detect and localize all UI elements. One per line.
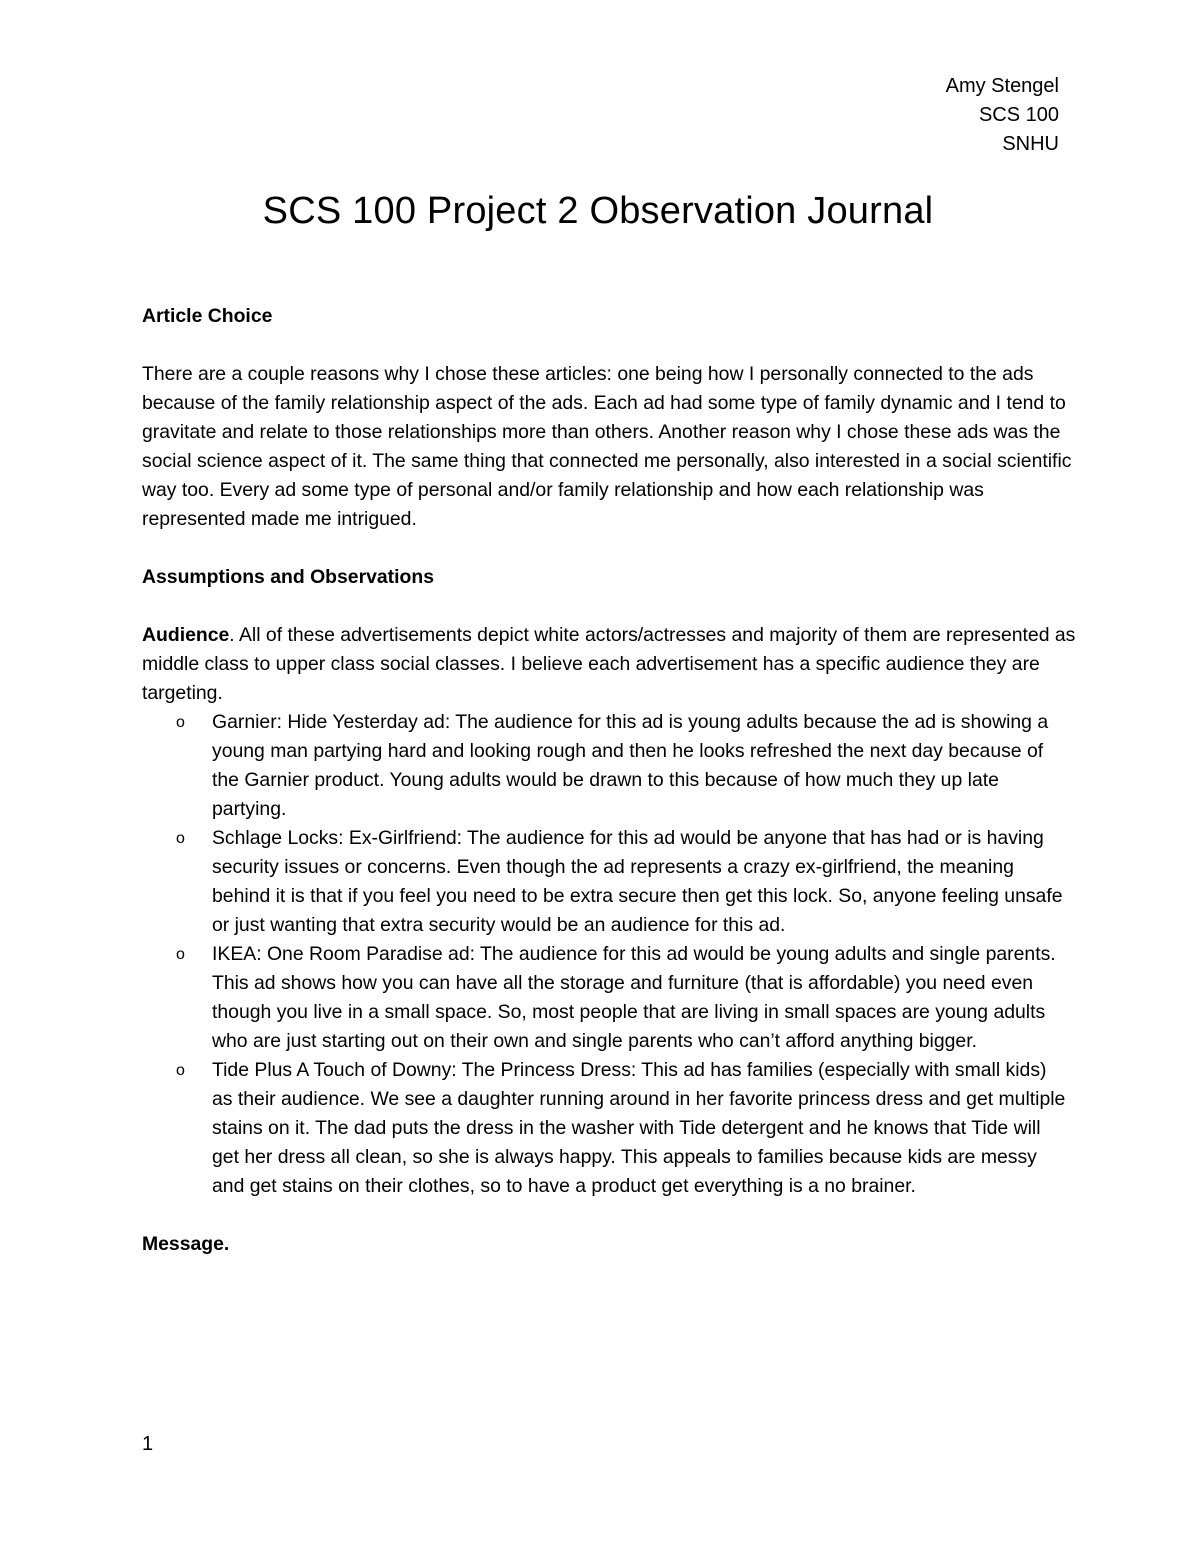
list-item-text: IKEA: One Room Paradise ad: The audience for this ad would be young adults and single parents. This ad shows how you can have all the storage and furniture (that is affordable) you need even though you live in a small space. So, most people that are living in small spaces are young adults who are just starting out on their own and single parents who can’t afford anything bigger. [212,943,1056,1052]
list-item [142,940,1067,1056]
spacer [142,1201,1082,1230]
spacer [142,331,1082,360]
list-item [142,1056,1067,1201]
article-choice-paragraph: There are a couple reasons why I chose these articles: one being how I personally connected to the ads because of the family relationship aspect of the ads. Each ad had some type of family dynamic and I tend to gravitate and relate to those relationships more than others. Another reason why I chose these ads was the social science aspect of it. The same thing that connected me personally, also interested in a social scientific way too. Every ad some type of personal and/or family relationship and how each relationship was represented made me intrigued. [142,363,1072,530]
bullet-circle-icon: o [176,946,185,963]
audience-intro: . All of these advertisements depict white actors/actresses and majority of them are represented as middle class to upper class social classes. I believe each advertisement has a specific audience they are targeting. [142,624,1076,704]
list-item [142,708,1067,824]
school-name: SNHU [1002,133,1059,155]
spacer [142,592,1082,621]
assumptions-heading: Assumptions and Observations [142,566,434,588]
list-item-text: Tide Plus A Touch of Downy: The Princess Dress: This ad has families (especially with small kids) as their audience. We see a daughter running around in her favorite princess dress and get multiple stains on it. The dad puts the dress in the washer with Tide detergent and he knows that Tide will get her dress all clean, so she is always happy. This appeals to families because kids are messy and get stains on their clothes, so to have a product get everything is a no brainer. [212,1059,1066,1197]
message-heading: Message. [142,1233,230,1255]
bullet-circle-icon: o [176,1062,185,1079]
spacer [142,534,1082,563]
author-header [946,72,1059,159]
audience-list [142,708,1082,1201]
list-item-text: Schlage Locks: Ex-Girlfriend: The audience for this ad would be anyone that has had or is having security issues or concerns. Even though the ad represents a crazy ex-girlfriend, the meaning behind it is that if you feel you need to be extra secure then get this lock. So, anyone feeling unsafe or just wanting that extra security would be an audience for this ad. [212,827,1063,936]
audience-paragraph [142,621,1082,708]
article-choice-heading: Article Choice [142,305,273,327]
bullet-circle-icon: o [176,830,185,847]
bullet-circle-icon: o [176,714,185,731]
page-number: 1 [142,1433,154,1455]
page-title: SCS 100 Project 2 Observation Journal [262,190,934,232]
audience-label: Audience [142,624,230,646]
document-body [142,302,1082,1259]
list-item [142,824,1067,940]
list-item-text: Garnier: Hide Yesterday ad: The audience for this ad is young adults because the ad is showing a young man partying hard and looking rough and then he looks refreshed the next day because of the Garnier product. Young adults would be drawn to this because of how much they up late partying. [212,711,1049,820]
course-code: SCS 100 [978,104,1059,126]
author-name: Amy Stengel [945,75,1059,97]
